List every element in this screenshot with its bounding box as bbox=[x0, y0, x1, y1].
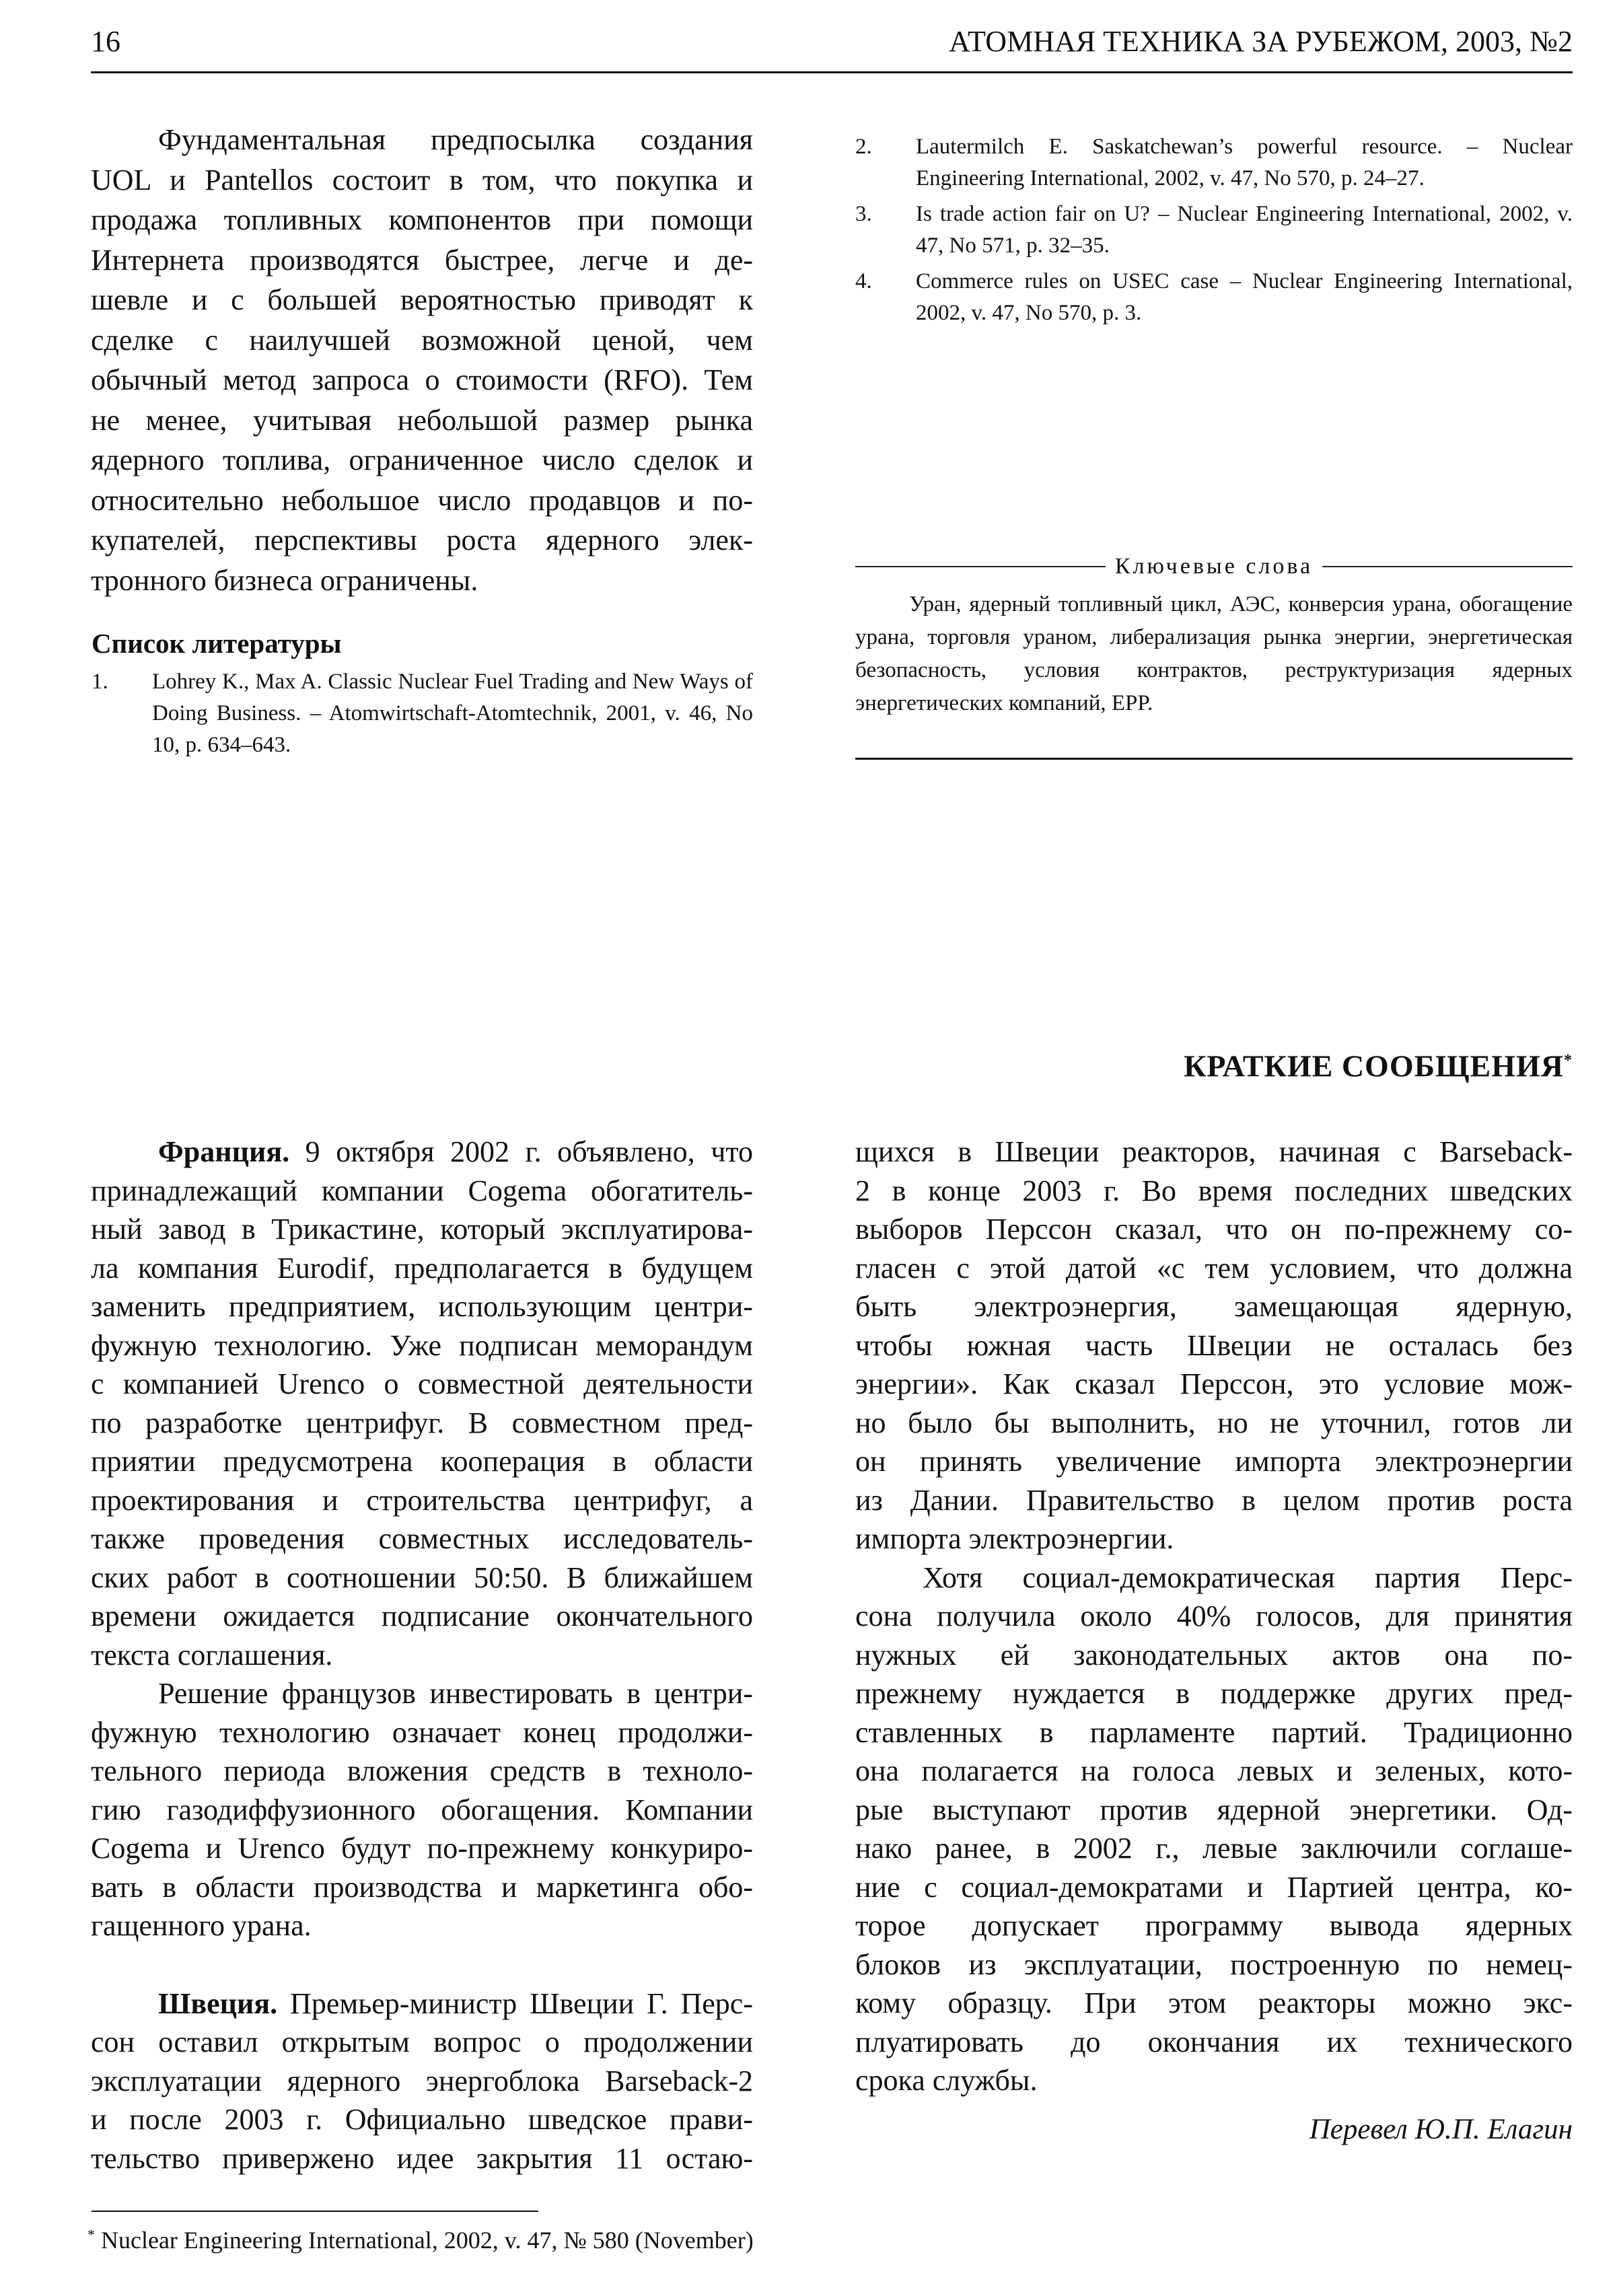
text-line: чтобы южная часть Швеции не осталась без bbox=[855, 1328, 1573, 1362]
text-line: 2 в конце 2003 г. Во время последних шведских bbox=[855, 1174, 1573, 1207]
translator-credit: Перевел Ю.П. Елагин bbox=[1309, 2114, 1573, 2145]
text-line: срока службы. bbox=[855, 2064, 1038, 2097]
keywords-bottom-rule bbox=[855, 758, 1573, 760]
header-rule bbox=[91, 71, 1573, 73]
text-line: тельство привержено идее закрытия 11 остаю- bbox=[91, 2141, 753, 2175]
text-line: ских работ в соотношении 50:50. В ближайшем bbox=[91, 1560, 753, 1594]
reference-item bbox=[855, 266, 1573, 329]
text-line: Хотя социал-демократическая партия Перс- bbox=[923, 1560, 1573, 1594]
text-line: эксплуатации ядерного энергоблока Barseback-2 bbox=[91, 2064, 753, 2097]
text-line: по разработке центрифуг. В совместном пред- bbox=[91, 1406, 753, 1439]
text-line: приятии предусмотрена кооперация в области bbox=[91, 1445, 753, 1478]
text-line: гию газодиффузионного обогащения. Компании bbox=[91, 1793, 753, 1826]
text-line: принадлежащий компании Cogema обогатитель- bbox=[91, 1174, 753, 1207]
text-line: сон оставил открытым вопрос о продолжении bbox=[91, 2025, 753, 2058]
text-line: ный завод в Трикастине, который эксплуатирова- bbox=[91, 1213, 753, 1246]
text-line: купателей, перспективы роста ядерного элек- bbox=[91, 524, 753, 557]
reference-number: 3. bbox=[855, 202, 872, 226]
text-line: щихся в Швеции реакторов, начиная с Barseback- bbox=[855, 1135, 1573, 1168]
keywords-rule-right bbox=[1322, 566, 1573, 567]
text-line: относительно небольшое число продавцов и по- bbox=[91, 483, 753, 517]
reference-number: 4. bbox=[855, 269, 872, 293]
references-heading: Список литературы bbox=[92, 628, 342, 659]
section-title-footnote-mark: * bbox=[1564, 1052, 1573, 1069]
paragraph-lead: Франция. bbox=[158, 1135, 290, 1168]
article-left-column bbox=[91, 1133, 753, 2178]
text-line: заменить предприятием, использующим центри- bbox=[91, 1290, 753, 1323]
text-line: не менее, учитывая небольшой размер рынка bbox=[91, 403, 753, 437]
footnote-rule bbox=[92, 2211, 538, 2212]
section-title bbox=[1184, 1040, 1573, 1086]
text-line: нако ранее, в 2002 г., левые заключили соглаше- bbox=[855, 1832, 1573, 1865]
text-line: сона получила около 40% голосов, для принятия bbox=[855, 1600, 1573, 1633]
keywords-rule-left bbox=[855, 566, 1106, 567]
text-line: прежнему нуждается в поддержке других пред- bbox=[855, 1677, 1573, 1710]
text-line: она полагается на голоса левых и зеленых, кото- bbox=[855, 1754, 1573, 1787]
text-line: гащенного урана. bbox=[91, 1909, 312, 1942]
intro-paragraph bbox=[91, 120, 753, 600]
keywords-text: Уран, ядерный топливный цикл, АЭС, конверсия урана, обогащение урана, торговля ураном, либерализация рынка энергии, энергетическая безопасность, условия контрактов, реструктуризация ядерных энергетических компаний, EPP. bbox=[855, 592, 1573, 715]
reference-text: Lohrey K., Max A. Classic Nuclear Fuel Trading and New Ways of Doing Business. – Atomwirtschaft-Atomtechnik, 2001, v. 46, No 10, p. 634–643. bbox=[152, 670, 753, 757]
journal-title: АТОМНАЯ ТЕХНИКА ЗА РУБЕЖОМ, 2003, №2 bbox=[949, 25, 1573, 58]
text-line: с компанией Urenco о совместной деятельности bbox=[91, 1367, 753, 1400]
footnote bbox=[87, 2218, 754, 2257]
reference-item bbox=[855, 199, 1573, 262]
text-line: тронного бизнеса ограничены. bbox=[91, 563, 478, 597]
article-right-column bbox=[855, 1133, 1573, 2100]
footnote-mark: * bbox=[87, 2226, 95, 2243]
text-line: времени ожидается подписание окончательного bbox=[91, 1600, 753, 1633]
text-line: текста соглашения. bbox=[91, 1638, 333, 1672]
text-line: быть электроэнергия, замещающая ядерную, bbox=[855, 1290, 1573, 1323]
text-line: плуатировать до окончания их технического bbox=[855, 2025, 1573, 2058]
references-list-right bbox=[855, 131, 1573, 329]
text-line: ядерного топлива, ограниченное число сделок и bbox=[91, 443, 753, 476]
text-line: тельного периода вложения средств в техноло- bbox=[91, 1754, 753, 1787]
text-line: Франция. 9 октября 2002 г. объявлено, что bbox=[158, 1135, 753, 1168]
text-line: кому образцу. При этом реакторы можно экс- bbox=[855, 1986, 1573, 2019]
reference-item bbox=[855, 131, 1573, 194]
references-list-left bbox=[92, 666, 753, 761]
text-line: ла компания Eurodif, предполагается в будущем bbox=[91, 1251, 753, 1285]
text-line: гласен с этой датой «с тем условием, что должна bbox=[855, 1251, 1573, 1285]
footnote-text: Nuclear Engineering International, 2002, v. 47, № 580 (November) bbox=[95, 2227, 754, 2254]
reference-text: Commerce rules on USEC case – Nuclear Engineering International, 2002, v. 47, No 570, p. 3. bbox=[916, 269, 1573, 325]
text-line: проектирования и строительства центрифуг, а bbox=[91, 1483, 753, 1517]
text-line: обычный метод запроса о стоимости (RFO). Тем bbox=[91, 363, 753, 396]
page-number: 16 bbox=[91, 25, 120, 58]
keywords-heading bbox=[855, 550, 1573, 583]
text-line: он принять увеличение импорта электроэнергии bbox=[855, 1445, 1573, 1478]
text-line: торое допускает программу вывода ядерных bbox=[855, 1909, 1573, 1942]
text-line: Фундаментальная предпосылка создания bbox=[158, 123, 753, 156]
paragraph-lead: Швеция. bbox=[158, 1986, 278, 2020]
text-line: фужную технологию означает конец продолжи- bbox=[91, 1715, 753, 1749]
text-line: из Дании. Правительство в целом против роста bbox=[855, 1483, 1573, 1517]
text-line: ние с социал-демократами и Партией центра, ко- bbox=[855, 1870, 1573, 1904]
text-line: Швеция. Премьер-министр Швеции Г. Перс- bbox=[158, 1986, 753, 2020]
text-line: фужную технологию. Уже подписан меморандум bbox=[91, 1328, 753, 1362]
text-line: вать в области производства и маркетинга обо- bbox=[91, 1870, 753, 1904]
text-line: но было бы выполнить, но не уточнил, готов ли bbox=[855, 1406, 1573, 1439]
reference-text: Lautermilch E. Saskatchewan’s powerful resource. – Nuclear Engineering International, 2002, v. 47, No 570, p. 24–27. bbox=[916, 135, 1573, 190]
text-line: продажа топливных компонентов при помощи bbox=[91, 203, 753, 236]
text-line: импорта электроэнергии. bbox=[855, 1522, 1174, 1555]
text-line: UOL и Pantellos состоит в том, что покупка и bbox=[91, 163, 753, 196]
paragraph-gap bbox=[91, 1945, 753, 1984]
reference-number: 2. bbox=[855, 135, 872, 159]
keywords-heading-text: Ключевые слова bbox=[1114, 554, 1314, 579]
reference-number: 1. bbox=[92, 670, 108, 694]
text-line: шевле и с большей вероятностью приводят к bbox=[91, 283, 753, 316]
text-line: выборов Перссон сказал, что он по-прежнему со- bbox=[855, 1213, 1573, 1246]
text-line: ставленных в парламенте партий. Традиционно bbox=[855, 1715, 1573, 1749]
text-line: нужных ей законодательных актов она по- bbox=[855, 1638, 1573, 1672]
text-line: и после 2003 г. Официально шведское прави- bbox=[91, 2103, 753, 2136]
text-line: энергии». Как сказал Перссон, это условие мож- bbox=[855, 1367, 1573, 1400]
reference-item bbox=[92, 666, 753, 761]
text-line: Интернета производятся быстрее, легче и де- bbox=[91, 243, 753, 277]
reference-text: Is trade action fair on U? – Nuclear Engineering International, 2002, v. 47, No 571, p. 32–35. bbox=[916, 202, 1573, 258]
text-line: Решение французов инвестировать в центри- bbox=[158, 1677, 753, 1710]
text-line: также проведения совместных исследователь- bbox=[91, 1522, 753, 1555]
text-line: Cogema и Urenco будут по-прежнему конкуриро- bbox=[91, 1832, 753, 1865]
text-line: сделке с наилучшей возможной ценой, чем bbox=[91, 323, 753, 357]
text-line: рые выступают против ядерной энергетики. Од- bbox=[855, 1793, 1573, 1826]
section-title-text: КРАТКИЕ СООБЩЕНИЯ bbox=[1184, 1048, 1564, 1083]
text-line: блоков из эксплуатации, построенную по немец- bbox=[855, 1947, 1573, 1981]
